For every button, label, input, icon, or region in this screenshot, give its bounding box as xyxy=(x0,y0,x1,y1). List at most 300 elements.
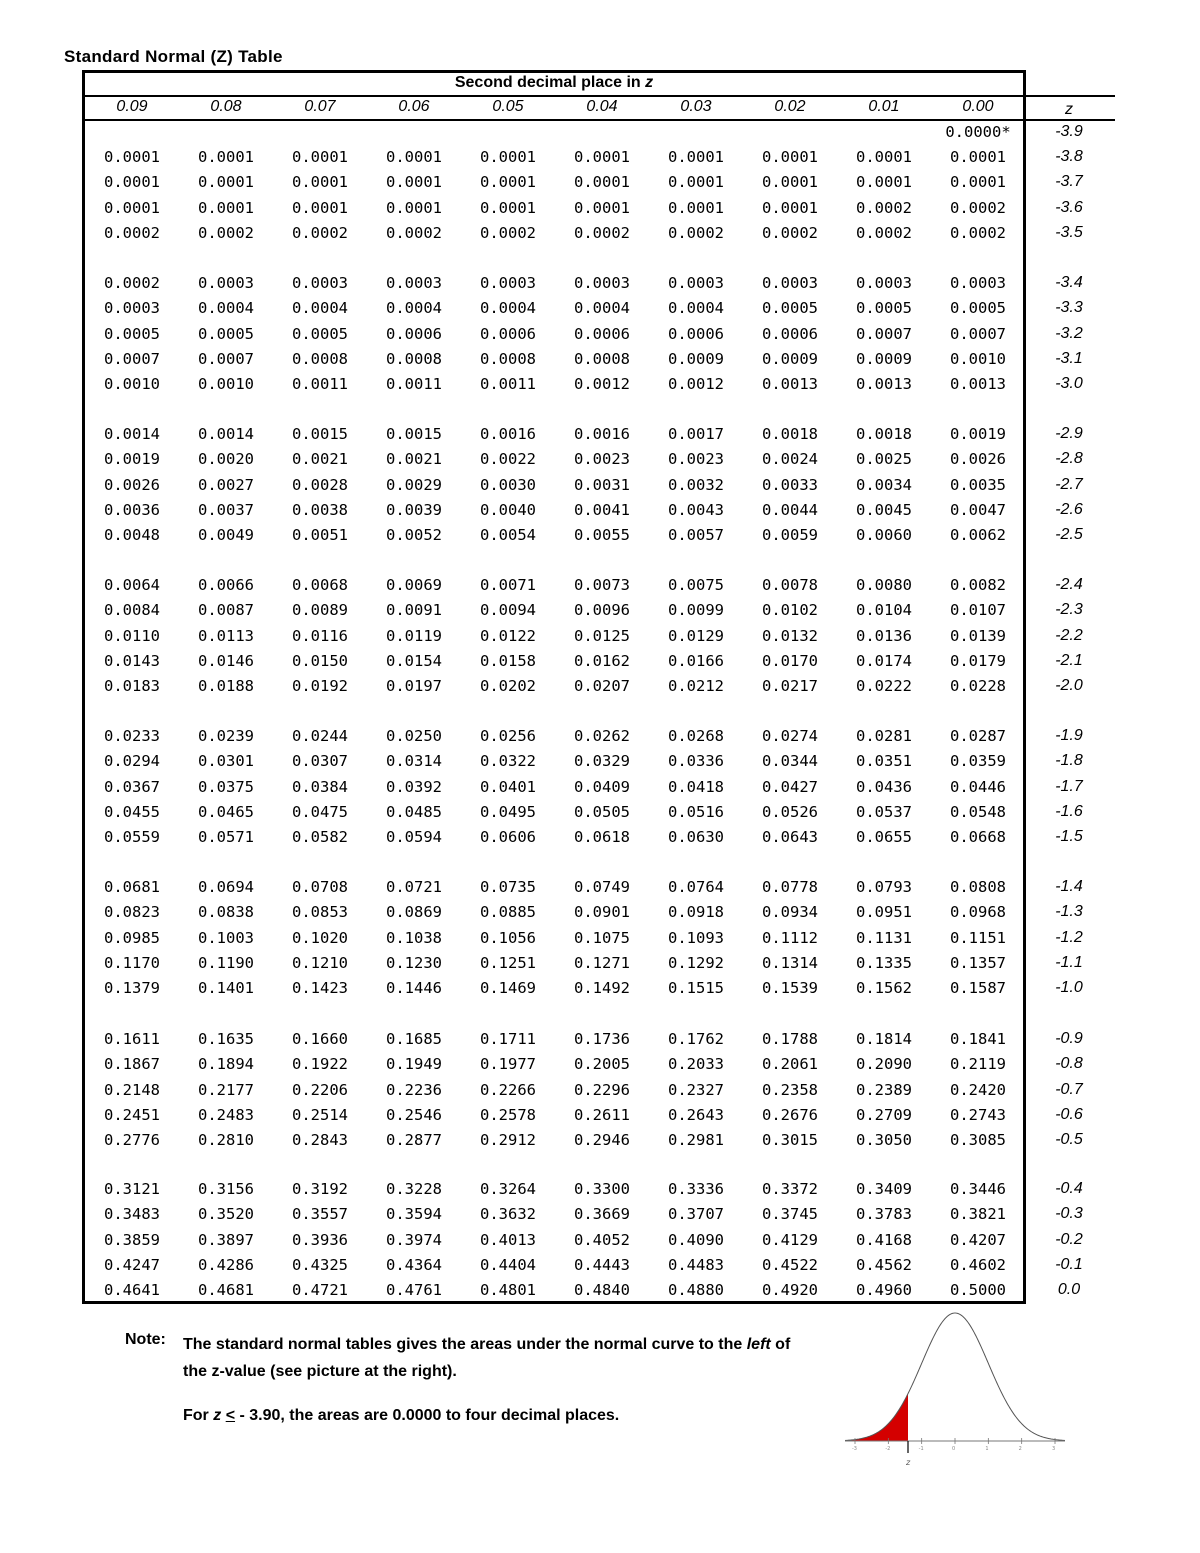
table-cell: 0.0055 xyxy=(574,526,630,545)
table-cell: 0.1515 xyxy=(668,979,724,998)
table-cell: 0.0485 xyxy=(386,802,442,821)
table-cell: 0.3446 xyxy=(950,1180,1006,1198)
table-cell: 0.0075 xyxy=(668,576,724,594)
z-value: -2.1 xyxy=(1055,651,1083,669)
z-value: -3.4 xyxy=(1055,274,1083,291)
table-cell: 0.0427 xyxy=(762,777,818,796)
table-cell: 0.0002 xyxy=(386,223,442,242)
table-cell: 0.1038 xyxy=(386,928,442,947)
z-value: -3.6 xyxy=(1055,198,1083,216)
note-line3-post: - 3.90, the areas are 0.0000 to four decimal places. xyxy=(239,1407,620,1424)
z-value: -0.3 xyxy=(1055,1205,1083,1223)
table-cell: 0.0040 xyxy=(480,500,536,519)
table-cell: 0.0021 xyxy=(292,450,348,469)
axis-tick-label: 2 xyxy=(1018,1446,1022,1452)
table-cell: 0.3156 xyxy=(198,1180,254,1198)
table-cell: 0.0007 xyxy=(950,324,1006,343)
table-cell: 0.3336 xyxy=(668,1180,724,1198)
table-cell: 0.0004 xyxy=(292,299,348,318)
table-cell: 0.0455 xyxy=(104,802,160,821)
table-cell: 0.0024 xyxy=(762,450,818,469)
table-cell: 0.0329 xyxy=(574,752,630,771)
column-header: 0.05 xyxy=(492,98,524,115)
table-cell: 0.0122 xyxy=(480,626,536,645)
z-value: -0.7 xyxy=(1055,1080,1083,1098)
table-cell: 0.1762 xyxy=(668,1030,724,1048)
table-cell: 0.0401 xyxy=(480,777,536,796)
table-cell: 0.0001 xyxy=(950,173,1006,192)
table-cell: 0.0202 xyxy=(480,677,536,696)
table-cell: 0.4801 xyxy=(480,1281,536,1300)
z-value: -2.4 xyxy=(1055,576,1083,593)
table-cell: 0.0516 xyxy=(668,802,724,821)
z-value: -0.5 xyxy=(1055,1131,1083,1149)
table-cell: 0.2877 xyxy=(386,1131,442,1150)
table-cell: 0.0015 xyxy=(292,425,348,443)
table-cell: 0.0068 xyxy=(292,576,348,594)
table-cell: 0.0036 xyxy=(104,500,160,519)
table-cell: 0.2266 xyxy=(480,1080,536,1099)
table-cell: 0.3015 xyxy=(762,1131,818,1150)
z-column-header: z xyxy=(1065,101,1073,118)
table-cell: 0.0001 xyxy=(762,198,818,217)
table-cell: 0.1020 xyxy=(292,928,348,947)
header-divider-top xyxy=(82,95,1115,97)
table-cell: 0.4168 xyxy=(856,1230,912,1249)
z-value: -3.0 xyxy=(1055,375,1083,393)
table-cell: 0.0011 xyxy=(292,375,348,394)
table-cell: 0.0091 xyxy=(386,601,442,620)
table-cell: 0.0618 xyxy=(574,828,630,847)
table-cell: 0.0192 xyxy=(292,677,348,696)
table-cell: 0.0005 xyxy=(292,324,348,343)
table-cell: 0.1379 xyxy=(104,979,160,998)
table-cell: 0.0043 xyxy=(668,500,724,519)
table-cell: 0.0116 xyxy=(292,626,348,645)
table-cell: 0.3745 xyxy=(762,1205,818,1224)
z-value: -3.2 xyxy=(1055,324,1083,342)
table-cell: 0.1587 xyxy=(950,979,1006,998)
table-cell: 0.0233 xyxy=(104,727,160,745)
table-cell: 0.0013 xyxy=(762,375,818,394)
table-cell: 0.1894 xyxy=(198,1055,254,1074)
table-cell: 0.2420 xyxy=(950,1080,1006,1099)
table-cell: 0.4325 xyxy=(292,1255,348,1274)
second-decimal-label: Second decimal place in xyxy=(454,74,641,91)
table-cell: 0.1922 xyxy=(292,1055,348,1074)
table-cell: 0.0001 xyxy=(292,173,348,192)
table-cell: 0.0681 xyxy=(104,878,160,896)
table-cell: 0.0162 xyxy=(574,651,630,670)
table-cell: 0.1611 xyxy=(104,1030,160,1048)
table-cell: 0.0336 xyxy=(668,752,724,771)
axis-tick-label: 1 xyxy=(985,1446,989,1452)
table-cell: 0.0001 xyxy=(856,148,912,166)
z-value: -2.6 xyxy=(1055,500,1083,518)
table-cell: 0.1736 xyxy=(574,1030,630,1048)
z-value: -3.8 xyxy=(1055,148,1083,165)
table-cell: 0.0001 xyxy=(198,173,254,192)
table-cell: 0.1335 xyxy=(856,953,912,972)
table-cell: 0.0446 xyxy=(950,777,1006,796)
table-cell: 0.0107 xyxy=(950,601,1006,620)
table-cell: 0.0003 xyxy=(198,274,254,292)
table-cell: 0.3372 xyxy=(762,1180,818,1198)
table-cell: 0.0037 xyxy=(198,500,254,519)
table-cell: 0.0314 xyxy=(386,752,442,771)
table-cell: 0.0011 xyxy=(480,375,536,394)
table-cell: 0.2451 xyxy=(104,1105,160,1124)
table-cell: 0.1190 xyxy=(198,953,254,972)
table-cell: 0.0571 xyxy=(198,828,254,847)
table-cell: 0.0002 xyxy=(104,274,160,292)
note-text xyxy=(183,1331,833,1385)
table-cell: 0.2206 xyxy=(292,1080,348,1099)
table-cell: 0.0001 xyxy=(762,173,818,192)
table-cell: 0.0183 xyxy=(104,677,160,696)
table-cell: 0.0080 xyxy=(856,576,912,594)
table-cell: 0.2296 xyxy=(574,1080,630,1099)
table-cell: 0.4960 xyxy=(856,1281,912,1300)
table-cell: 0.0066 xyxy=(198,576,254,594)
table-cell: 0.0051 xyxy=(292,526,348,545)
table-cell: 0.2810 xyxy=(198,1131,254,1150)
table-cell: 0.0179 xyxy=(950,651,1006,670)
table-cell: 0.0052 xyxy=(386,526,442,545)
table-cell: 0.0003 xyxy=(574,274,630,292)
table-cell: 0.0010 xyxy=(104,375,160,394)
table-cell: 0.0004 xyxy=(386,299,442,318)
note-line1-post: of xyxy=(775,1336,791,1353)
axis-tick-label: -1 xyxy=(918,1446,924,1452)
table-cell: 0.4681 xyxy=(198,1281,254,1300)
table-cell: 0.0344 xyxy=(762,752,818,771)
note-line3-pre: For xyxy=(183,1407,209,1424)
z-value: -3.3 xyxy=(1055,299,1083,317)
table-cell: 0.0001 xyxy=(480,173,536,192)
table-cell: 0.4013 xyxy=(480,1230,536,1249)
table-cell: 0.0001 xyxy=(104,148,160,166)
table-cell: 0.0010 xyxy=(950,349,1006,368)
table-cell: 0.1230 xyxy=(386,953,442,972)
table-cell: 0.3897 xyxy=(198,1230,254,1249)
table-cell: 0.2033 xyxy=(668,1055,724,1074)
column-header: 0.01 xyxy=(868,98,900,115)
table-cell: 0.0001 xyxy=(480,198,536,217)
note-line3-italic: z xyxy=(213,1407,222,1424)
second-decimal-header xyxy=(82,74,1026,92)
table-cell: 0.2514 xyxy=(292,1105,348,1124)
table-cell: 0.0239 xyxy=(198,727,254,745)
table-cell: 0.0064 xyxy=(104,576,160,594)
table-cell: 0.0002 xyxy=(668,223,724,242)
table-cell: 0.0001 xyxy=(480,148,536,166)
table-cell: 0.0256 xyxy=(480,727,536,745)
table-cell: 0.1251 xyxy=(480,953,536,972)
table-cell: 0.0001 xyxy=(668,148,724,166)
table-cell: 0.0030 xyxy=(480,475,536,494)
table-cell: 0.0301 xyxy=(198,752,254,771)
z-value: -1.2 xyxy=(1055,928,1083,946)
table-cell: 0.0174 xyxy=(856,651,912,670)
table-cell: 0.0322 xyxy=(480,752,536,771)
table-cell: 0.1112 xyxy=(762,928,818,947)
note-text-2 xyxy=(183,1407,619,1425)
z-value: -0.9 xyxy=(1055,1030,1083,1047)
table-cell: 0.4207 xyxy=(950,1230,1006,1249)
z-value: -0.6 xyxy=(1055,1105,1083,1123)
table-cell: 0.0136 xyxy=(856,626,912,645)
table-cell: 0.0032 xyxy=(668,475,724,494)
table-cell: 0.0367 xyxy=(104,777,160,796)
table-cell: 0.1357 xyxy=(950,953,1006,972)
table-cell: 0.0003 xyxy=(762,274,818,292)
table-cell: 0.2327 xyxy=(668,1080,724,1099)
table-cell: 0.4761 xyxy=(386,1281,442,1300)
table-cell: 0.4364 xyxy=(386,1255,442,1274)
table-cell: 0.1314 xyxy=(762,953,818,972)
table-cell: 0.0749 xyxy=(574,878,630,896)
z-value: -1.7 xyxy=(1055,777,1083,795)
table-cell: 0.0001 xyxy=(386,148,442,166)
table-cell: 0.1841 xyxy=(950,1030,1006,1048)
shaded-left-area xyxy=(845,1394,908,1441)
table-cell: 0.4721 xyxy=(292,1281,348,1300)
table-cell: 0.4641 xyxy=(104,1281,160,1300)
table-cell: 0.3669 xyxy=(574,1205,630,1224)
table-cell: 0.0274 xyxy=(762,727,818,745)
table-cell: 0.0125 xyxy=(574,626,630,645)
lte-symbol: < xyxy=(225,1407,236,1424)
z-value: -2.3 xyxy=(1055,601,1083,619)
table-cell: 0.1093 xyxy=(668,928,724,947)
table-cell: 0.0001 xyxy=(198,198,254,217)
axis-tick-label: 3 xyxy=(1052,1446,1056,1452)
table-cell: 0.0003 xyxy=(292,274,348,292)
table-cell: 0.1131 xyxy=(856,928,912,947)
table-cell: 0.0069 xyxy=(386,576,442,594)
table-cell: 0.0294 xyxy=(104,752,160,771)
table-cell: 0.0003 xyxy=(856,274,912,292)
note-label: Note: xyxy=(125,1331,166,1348)
table-cell: 0.4090 xyxy=(668,1230,724,1249)
table-cell: 0.0060 xyxy=(856,526,912,545)
table-cell: 0.0038 xyxy=(292,500,348,519)
table-cell: 0.0002 xyxy=(950,198,1006,217)
table-cell: 0.1170 xyxy=(104,953,160,972)
table-cell: 0.1151 xyxy=(950,928,1006,947)
table-cell: 0.3821 xyxy=(950,1205,1006,1224)
table-cell: 0.0001 xyxy=(950,148,1006,166)
table-cell: 0.1056 xyxy=(480,928,536,947)
axis-tick-label: -3 xyxy=(852,1446,857,1452)
table-cell: 0.2148 xyxy=(104,1080,160,1099)
table-cell: 0.0630 xyxy=(668,828,724,847)
z-value: -2.2 xyxy=(1055,626,1083,644)
table-cell: 0.4562 xyxy=(856,1255,912,1274)
table-cell: 0.0026 xyxy=(950,450,1006,469)
table-cell: 0.0014 xyxy=(104,425,160,443)
table-cell: 0.0062 xyxy=(950,526,1006,545)
table-cell: 0.0934 xyxy=(762,903,818,922)
table-cell: 0.0026 xyxy=(104,475,160,494)
table-cell: 0.0012 xyxy=(574,375,630,394)
table-cell: 0.0007 xyxy=(104,349,160,368)
table-cell: 0.0307 xyxy=(292,752,348,771)
column-header: 0.00 xyxy=(962,98,994,115)
z-value: -0.1 xyxy=(1055,1255,1083,1273)
page-title: Standard Normal (Z) Table xyxy=(64,47,283,66)
table-cell: 0.1492 xyxy=(574,979,630,998)
table-cell: 0.0823 xyxy=(104,903,160,922)
table-cell: 0.0028 xyxy=(292,475,348,494)
note-line2: the z-value (see picture at the right). xyxy=(183,1363,457,1380)
table-cell: 0.0045 xyxy=(856,500,912,519)
table-cell: 0.5000 xyxy=(950,1281,1006,1300)
table-cell: 0.3859 xyxy=(104,1230,160,1249)
table-cell: 0.2912 xyxy=(480,1131,536,1150)
axis-tick-label: -2 xyxy=(885,1446,891,1452)
table-cell: 0.0968 xyxy=(950,903,1006,922)
table-cell: 0.2090 xyxy=(856,1055,912,1074)
table-cell: 0.0351 xyxy=(856,752,912,771)
table-cell: 0.0004 xyxy=(480,299,536,318)
note-line1-italic: left xyxy=(746,1336,771,1353)
table-cell: 0.2358 xyxy=(762,1080,818,1099)
table-cell: 0.0170 xyxy=(762,651,818,670)
table-cell: 0.3228 xyxy=(386,1180,442,1198)
table-cell: 0.0129 xyxy=(668,626,724,645)
table-cell: 0.0001 xyxy=(762,148,818,166)
column-header: 0.08 xyxy=(210,98,242,115)
table-cell: 0.0011 xyxy=(386,375,442,394)
table-cell: 0.0023 xyxy=(574,450,630,469)
table-cell: 0.0212 xyxy=(668,677,724,696)
z-value: -2.5 xyxy=(1055,526,1083,544)
z-value: -0.4 xyxy=(1055,1180,1083,1197)
table-cell: 0.0001 xyxy=(292,198,348,217)
table-cell: 0.0035 xyxy=(950,475,1006,494)
table-cell: 0.3409 xyxy=(856,1180,912,1198)
table-cell: 0.0001 xyxy=(574,148,630,166)
table-cell: 0.0006 xyxy=(574,324,630,343)
table-cell: 0.0015 xyxy=(386,425,442,443)
note-line1-pre: The standard normal tables gives the areas under the normal curve to the xyxy=(183,1336,743,1353)
table-cell: 0.3557 xyxy=(292,1205,348,1224)
table-cell: 0.0054 xyxy=(480,526,536,545)
table-cell: 0.0002 xyxy=(762,223,818,242)
table-cell: 0.0526 xyxy=(762,802,818,821)
table-cell: 0.0764 xyxy=(668,878,724,896)
table-cell: 0.0099 xyxy=(668,601,724,620)
table-cell: 0.0047 xyxy=(950,500,1006,519)
table-cell: 0.0021 xyxy=(386,450,442,469)
table-cell: 0.0013 xyxy=(856,375,912,394)
table-cell: 0.0003 xyxy=(950,274,1006,292)
table-cell: 0.0146 xyxy=(198,651,254,670)
table-cell: 0.1867 xyxy=(104,1055,160,1074)
table-cell: 0.0020 xyxy=(198,450,254,469)
table-cell: 0.3974 xyxy=(386,1230,442,1249)
table-cell: 0.0089 xyxy=(292,601,348,620)
table-cell: 0.0793 xyxy=(856,878,912,896)
table-cell: 0.1949 xyxy=(386,1055,442,1074)
table-cell: 0.0436 xyxy=(856,777,912,796)
table-cell: 0.1788 xyxy=(762,1030,818,1048)
table-cell: 0.2389 xyxy=(856,1080,912,1099)
table-cell: 0.0951 xyxy=(856,903,912,922)
table-cell: 0.0475 xyxy=(292,802,348,821)
table-cell: 0.0002 xyxy=(480,223,536,242)
table-cell: 0.0002 xyxy=(950,223,1006,242)
z-marker-label: z xyxy=(906,1458,911,1467)
table-cell: 0.0039 xyxy=(386,500,442,519)
table-cell: 0.0031 xyxy=(574,475,630,494)
table-cell: 0.1635 xyxy=(198,1030,254,1048)
table-cell: 0.0010 xyxy=(198,375,254,394)
header-divider-bottom xyxy=(82,119,1115,121)
table-cell: 0.3936 xyxy=(292,1230,348,1249)
table-cell: 0.0287 xyxy=(950,727,1006,745)
z-value: -1.5 xyxy=(1055,828,1083,846)
z-value: -3.5 xyxy=(1055,223,1083,241)
table-cell: 0.0132 xyxy=(762,626,818,645)
table-cell: 0.0102 xyxy=(762,601,818,620)
table-cell: 0.0735 xyxy=(480,878,536,896)
table-cell: 0.0002 xyxy=(856,223,912,242)
table-cell: 0.0019 xyxy=(950,425,1006,443)
table-cell: 0.2981 xyxy=(668,1131,724,1150)
table-cell: 0.3050 xyxy=(856,1131,912,1150)
axis-tick-label: 0 xyxy=(952,1446,956,1452)
table-cell: 0.4247 xyxy=(104,1255,160,1274)
table-cell: 0.0643 xyxy=(762,828,818,847)
table-cell: 0.2676 xyxy=(762,1105,818,1124)
table-cell: 0.0559 xyxy=(104,828,160,847)
z-value: -2.8 xyxy=(1055,450,1083,468)
table-cell: 0.0027 xyxy=(198,475,254,494)
table-cell: 0.0838 xyxy=(198,903,254,922)
table-cell: 0.0113 xyxy=(198,626,254,645)
table-cell: 0.0012 xyxy=(668,375,724,394)
table-cell: 0.0078 xyxy=(762,576,818,594)
table-cell: 0.3264 xyxy=(480,1180,536,1198)
table-cell: 0.0409 xyxy=(574,777,630,796)
z-value: -1.9 xyxy=(1055,727,1083,744)
table-cell: 0.3632 xyxy=(480,1205,536,1224)
table-cell: 0.0000* xyxy=(945,123,1011,141)
table-cell: 0.0014 xyxy=(198,425,254,443)
table-cell: 0.0007 xyxy=(856,324,912,343)
table-cell: 0.0016 xyxy=(480,425,536,443)
table-cell: 0.0041 xyxy=(574,500,630,519)
table-cell: 0.1977 xyxy=(480,1055,536,1074)
z-value: -3.9 xyxy=(1055,123,1083,140)
z-value: -1.8 xyxy=(1055,752,1083,770)
table-cell: 0.2946 xyxy=(574,1131,630,1150)
table-cell: 0.0188 xyxy=(198,677,254,696)
table-cell: 0.2578 xyxy=(480,1105,536,1124)
table-cell: 0.0222 xyxy=(856,677,912,696)
table-cell: 0.0004 xyxy=(668,299,724,318)
table-cell: 0.0548 xyxy=(950,802,1006,821)
table-cell: 0.1685 xyxy=(386,1030,442,1048)
normal-curve-figure xyxy=(840,1305,1080,1470)
table-cell: 0.0901 xyxy=(574,903,630,922)
table-cell: 0.3594 xyxy=(386,1205,442,1224)
table-cell: 0.0197 xyxy=(386,677,442,696)
table-cell: 0.0228 xyxy=(950,677,1006,696)
